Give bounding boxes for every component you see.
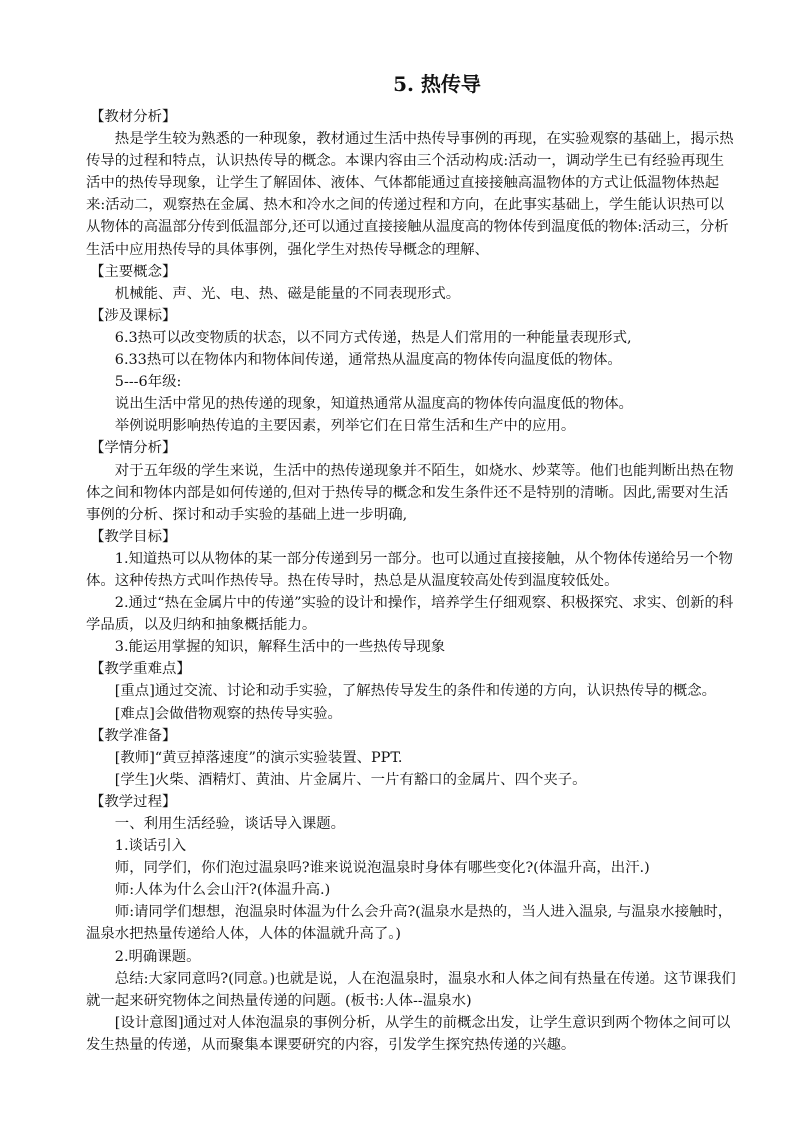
paragraph: 6.33热可以在物体内和物体间传递，通常热从温度高的物体传向温度低的物体。 — [114, 352, 622, 369]
section-heading-textbook-analysis: 【教材分析】 — [90, 109, 177, 125]
section-heading-curriculum-standards: 【涉及课标】 — [90, 307, 177, 324]
paragraph: 5---6年级: — [114, 374, 182, 391]
paragraph: 说出生活中常见的热传递的现象，知道热通常从温度高的物体传向温度低的物体。 — [114, 396, 633, 413]
paragraph: 师，同学们，你们泡过温泉吗?谁来说说泡温泉时身体有哪些变化?(体温升高，出汗.) — [114, 860, 650, 877]
section-heading-student-analysis: 【学情分析】 — [90, 440, 177, 457]
paragraph: 总结:大家同意吗?(同意。)也就是说，人在泡温泉时，温泉水和人体之间有热量在传递。这节课我们就一起来研究物体之间热量传递的问题。(板书:人体--温泉水) — [86, 970, 736, 1009]
paragraph: 师:请同学们想想，泡温泉时体温为什么会升高?(温泉水是热的，当人进入温泉, 与温泉水接触时，温泉水把热量传递给人体，人体的体温就升高了。) — [86, 904, 733, 943]
paragraph: 机械能、声、光、电、热、磁是能量的不同表现形式。 — [114, 285, 461, 302]
paragraph: [设计意图]通过对人体泡温泉的事例分析，从学生的前概念出发，让学生意识到两个物体之间可以发生热量的传递，从而聚集本课要研究的内容，引发学生探究热传递的兴趣。 — [86, 1014, 731, 1053]
section-heading-main-concept: 【主要概念】 — [90, 263, 177, 280]
paragraph: 对于五年级的学生来说，生活中的热传递现象并不陌生，如烧水、炒菜等。他们也能判断出热在物体之间和物体内部是如何传递的,但对于热传导的概念和发生条件还不是特别的清晰。因此,需要对生活事例的分析、探讨和动手实验的基础上进一步明确, — [86, 462, 734, 523]
paragraph: 1.谈话引入 — [114, 838, 187, 855]
paragraph: 1.知道热可以从物体的某一部分传递到另一部分。也可以通过直接接触，从个物体传递给另一个物体。这种传热方式叫作热传导。热在传导时，热总是从温度较高处传到温度较低处。 — [86, 550, 733, 589]
paragraph: 一、利用生活经验，谈话导入课题。 — [114, 816, 346, 832]
section-heading-teaching-process: 【教学过程】 — [90, 793, 177, 810]
paragraph: 热是学生较为熟悉的一种现象，教材通过生活中热传导事例的再现，在实验观察的基础上，揭示热传导的过程和特点，认识热传导的概念。本课内容由三个活动构成:活动一，调动学生已有经验再现生活中的热传导现象，让学生了解固体、液体、气体都能通过直接接触高温物体的方式让低温物体热起来:活动二，观察热在金属、热木和冷水之间的传递过程和方向，在此事实基础上，学生能认识热可以从物体的高温部分传到低温部分,还可以通过直接接触从温度高的物体传到温度低的物体:活动三，分析生活中应用热传导的具体事例，强化学生对热传导概念的理解、 — [86, 131, 734, 258]
section-heading-key-difficult-points: 【教学重难点】 — [90, 661, 191, 678]
section-heading-teaching-goals: 【教学目标】 — [90, 528, 177, 545]
paragraph: 2.明确课题。 — [114, 948, 201, 965]
paragraph: 举例说明影响热传追的主要因素，列举它们在日常生活和生产中的应用。 — [114, 418, 576, 435]
paragraph: [重点]通过交流、讨论和动手实验，了解热传导发生的条件和传递的方向，认识热传导的概念。 — [114, 683, 717, 700]
paragraph: [难点]会做借物观察的热传导实验。 — [114, 705, 342, 722]
paragraph: 2.通过“热在金属片中的传递”实验的设计和操作，培养学生仔细观察、积极探究、求实、创新的科学品质，以及归纳和抽象概括能力。 — [86, 595, 734, 634]
page-title: 5. 热传导 — [393, 72, 481, 96]
paragraph: 师:人体为什么会山汗?(体温升高.) — [114, 882, 331, 899]
paragraph: [教师]“黄豆掉落速度”的演示实验装置、PPT. — [114, 749, 403, 766]
paragraph: 6.3热可以改变物质的状态，以不同方式传递，热是人们常用的一种能量表现形式, — [114, 329, 632, 346]
paragraph: 3.能运用掌握的知识，解释生活中的一些热传导现象 — [114, 639, 446, 656]
paragraph: [学生]火柴、酒精灯、黄油、片金属片、一片有豁口的金属片、四个夹子。 — [114, 771, 587, 788]
section-heading-teaching-preparation: 【教学准备】 — [90, 727, 177, 744]
